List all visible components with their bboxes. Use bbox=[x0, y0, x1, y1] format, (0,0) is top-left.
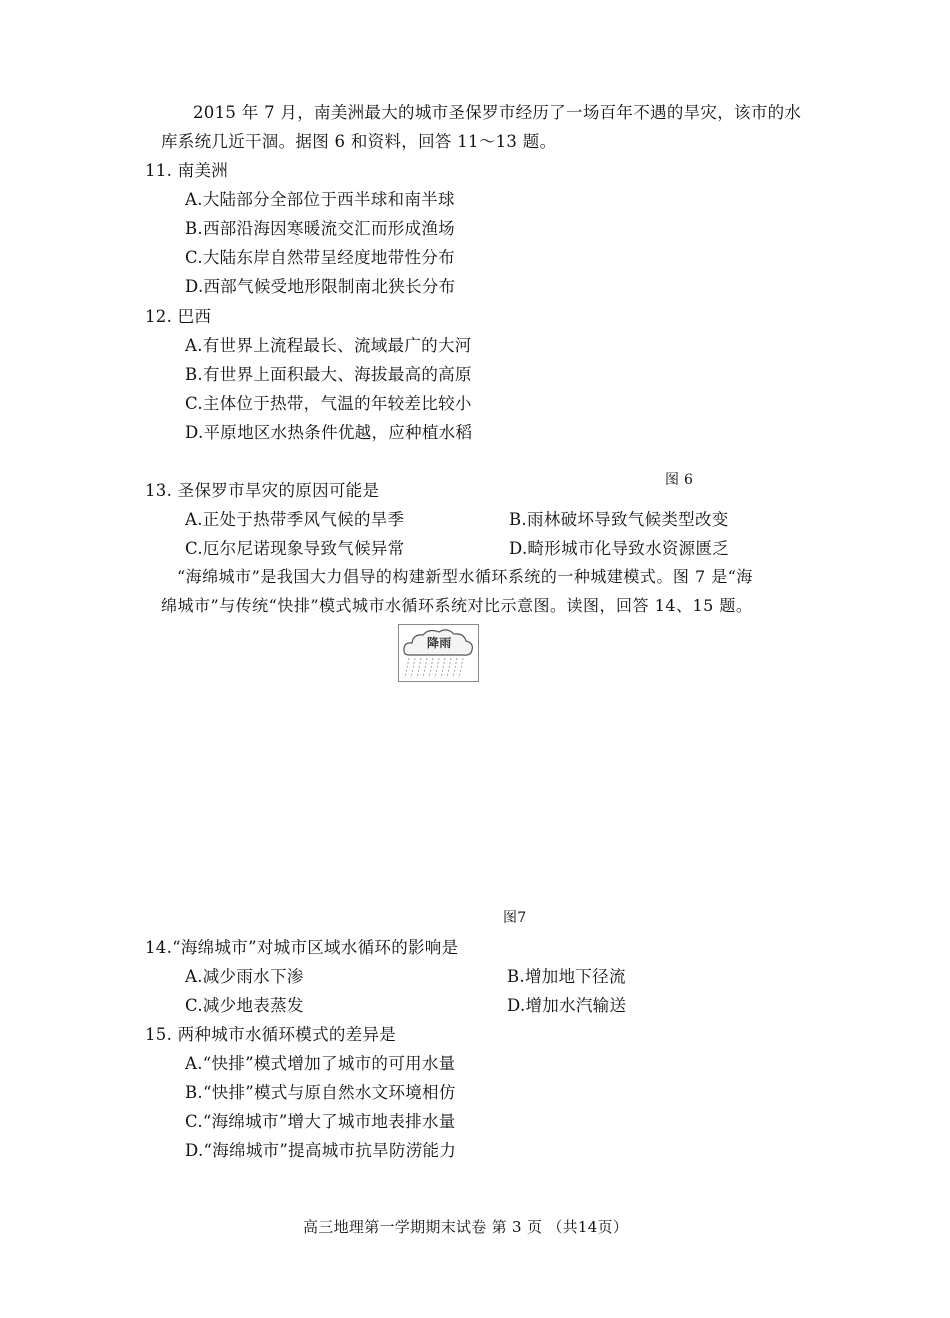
question-12-option-a: A.有世界上流程最长、流域最广的大河 bbox=[185, 336, 472, 355]
question-15-option-b: B.“快排”模式与原自然水文环境相仿 bbox=[185, 1083, 456, 1102]
question-13-option-c: C.厄尔尼诺现象导致气候异常 bbox=[185, 539, 405, 558]
question-15-option-a: A.“快排”模式增加了城市的可用水量 bbox=[185, 1054, 456, 1073]
figure-7-caption: 图7 bbox=[503, 910, 527, 926]
question-13-option-b: B.雨林破坏导致气候类型改变 bbox=[509, 510, 729, 529]
rain-figure bbox=[398, 624, 479, 682]
intro-paragraph-line-1: 2015 年 7 月，南美洲最大的城市圣保罗市经历了一场百年不遇的旱灾，该市的水 bbox=[193, 103, 802, 122]
question-11-option-c: C.大陆东岸自然带呈经度地带性分布 bbox=[185, 248, 455, 267]
question-11-option-d: D.西部气候受地形限制南北狭长分布 bbox=[185, 277, 456, 296]
rain-cloud-icon bbox=[399, 625, 478, 681]
question-15-option-d: D.“海绵城市”提高城市抗旱防涝能力 bbox=[185, 1141, 457, 1160]
intro2-paragraph-line-1: “海绵城市”是我国大力倡导的构建新型水循环系统的一种城建模式。图 7 是“海 bbox=[177, 567, 753, 586]
question-14-option-b: B.增加地下径流 bbox=[507, 967, 626, 986]
question-14-option-c: C.减少地表蒸发 bbox=[185, 996, 304, 1015]
question-13-stem: 13. 圣保罗市旱灾的原因可能是 bbox=[145, 481, 380, 500]
question-14-option-d: D.增加水汽输送 bbox=[507, 996, 627, 1015]
question-12-option-d: D.平原地区水热条件优越，应种植水稻 bbox=[185, 423, 473, 442]
question-11-option-b: B.西部沿海因寒暖流交汇而形成渔场 bbox=[185, 219, 455, 238]
figure-6-caption: 图 6 bbox=[665, 472, 694, 488]
question-11-stem: 11. 南美洲 bbox=[145, 161, 229, 180]
question-14-option-a: A.减少雨水下渗 bbox=[185, 967, 304, 986]
rain-label: 降雨 bbox=[427, 636, 452, 650]
question-15-stem: 15. 两种城市水循环模式的差异是 bbox=[145, 1025, 397, 1044]
question-12-stem: 12. 巴西 bbox=[145, 307, 212, 326]
question-13-option-d: D.畸形城市化导致水资源匮乏 bbox=[509, 539, 730, 558]
question-14-stem: 14.“海绵城市”对城市区域水循环的影响是 bbox=[145, 938, 459, 957]
intro2-paragraph-line-2: 绵城市”与传统“快排”模式城市水循环系统对比示意图。读图，回答 14、15 题。 bbox=[161, 596, 753, 615]
question-15-option-c: C.“海绵城市”增大了城市地表排水量 bbox=[185, 1112, 456, 1131]
question-11-option-a: A.大陆部分全部位于西半球和南半球 bbox=[185, 190, 455, 209]
page-footer: 高三地理第一学期期末试卷 第 3 页 （共14页） bbox=[303, 1218, 629, 1236]
question-12-option-c: C.主体位于热带，气温的年较差比较小 bbox=[185, 394, 472, 413]
intro-paragraph-line-2: 库系统几近干涸。据图 6 和资料，回答 11～13 题。 bbox=[161, 132, 557, 151]
question-13-option-a: A.正处于热带季风气候的旱季 bbox=[185, 510, 405, 529]
question-12-option-b: B.有世界上面积最大、海拔最高的高原 bbox=[185, 365, 472, 384]
